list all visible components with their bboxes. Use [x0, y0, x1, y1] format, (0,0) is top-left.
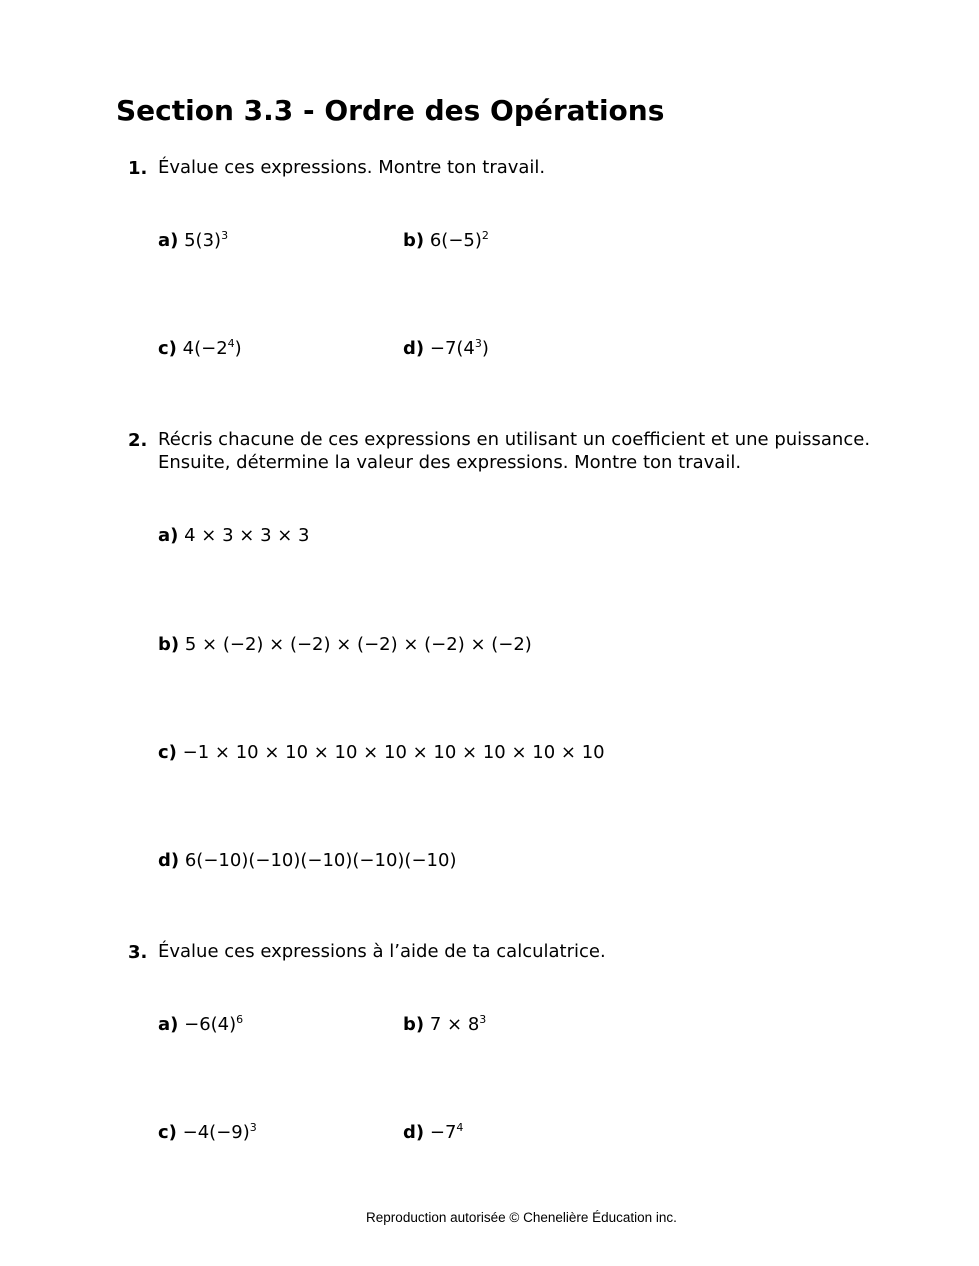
- expression-base: −7(4: [429, 338, 475, 359]
- exponent: 3: [221, 229, 229, 242]
- question-1d: [403, 338, 489, 359]
- expression-base: 5(3): [184, 230, 222, 251]
- exponent: 4: [456, 1121, 464, 1134]
- item-label: b): [403, 230, 425, 251]
- item-label: b): [158, 634, 180, 655]
- exponent: 4: [227, 337, 235, 350]
- question-1a: [158, 230, 228, 251]
- item-label: b): [403, 1014, 425, 1035]
- exponent: 3: [249, 1121, 257, 1134]
- expression-base: 6(−5): [429, 230, 482, 251]
- expression: 6(−10)(−10)(−10)(−10)(−10): [184, 850, 457, 871]
- expression-tail: ): [234, 338, 242, 359]
- expression: 5 × (−2) × (−2) × (−2) × (−2) × (−2): [184, 634, 532, 655]
- exponent: 2: [481, 229, 489, 242]
- item-label: a): [158, 525, 179, 546]
- expression-base: 4(−2: [182, 338, 228, 359]
- exponent: 3: [479, 1013, 487, 1026]
- question-1-text: Évalue ces expressions. Montre ton travail.: [158, 157, 546, 178]
- item-label: c): [158, 742, 177, 763]
- item-label: d): [158, 850, 180, 871]
- question-1b: [403, 230, 489, 251]
- expression-tail: ): [481, 338, 489, 359]
- question-2b: [158, 634, 532, 655]
- question-3a: [158, 1014, 243, 1035]
- question-3-text: Évalue ces expressions à l’aide de ta calculatrice.: [158, 941, 606, 962]
- item-label: a): [158, 230, 179, 251]
- item-label: a): [158, 1014, 179, 1035]
- item-label: d): [403, 338, 425, 359]
- page-title: Section 3.3 - Ordre des Opérations: [116, 94, 665, 127]
- question-3c: [158, 1122, 257, 1143]
- item-label: d): [403, 1122, 425, 1143]
- expression-base: −6(4): [184, 1014, 237, 1035]
- expression-base: 7 × 8: [429, 1014, 480, 1035]
- question-2d: [158, 850, 456, 871]
- question-2-text: Récris chacune de ces expressions en utilisant un coefficient et une puissance. Ensuite, détermine la valeur des expressions. Montre ton travail.: [158, 429, 871, 473]
- question-1c: [158, 338, 242, 359]
- question-1-number: 1.: [128, 158, 148, 179]
- question-3b: [403, 1014, 486, 1035]
- expression-base: −7: [429, 1122, 457, 1143]
- question-2-number: 2.: [128, 430, 148, 451]
- expression: 4 × 3 × 3 × 3: [184, 525, 310, 546]
- question-3d: [403, 1122, 463, 1143]
- item-label: c): [158, 1122, 177, 1143]
- copyright-footer: Reproduction autorisée © Chenelière Éducation inc.: [366, 1210, 677, 1225]
- expression-base: −4(−9): [182, 1122, 250, 1143]
- question-3-number: 3.: [128, 942, 148, 963]
- question-2c: [158, 742, 605, 763]
- expression: −1 × 10 × 10 × 10 × 10 × 10 × 10 × 10 × 10: [182, 742, 605, 763]
- exponent: 6: [236, 1013, 244, 1026]
- exponent: 3: [474, 337, 482, 350]
- item-label: c): [158, 338, 177, 359]
- question-2a: [158, 525, 310, 546]
